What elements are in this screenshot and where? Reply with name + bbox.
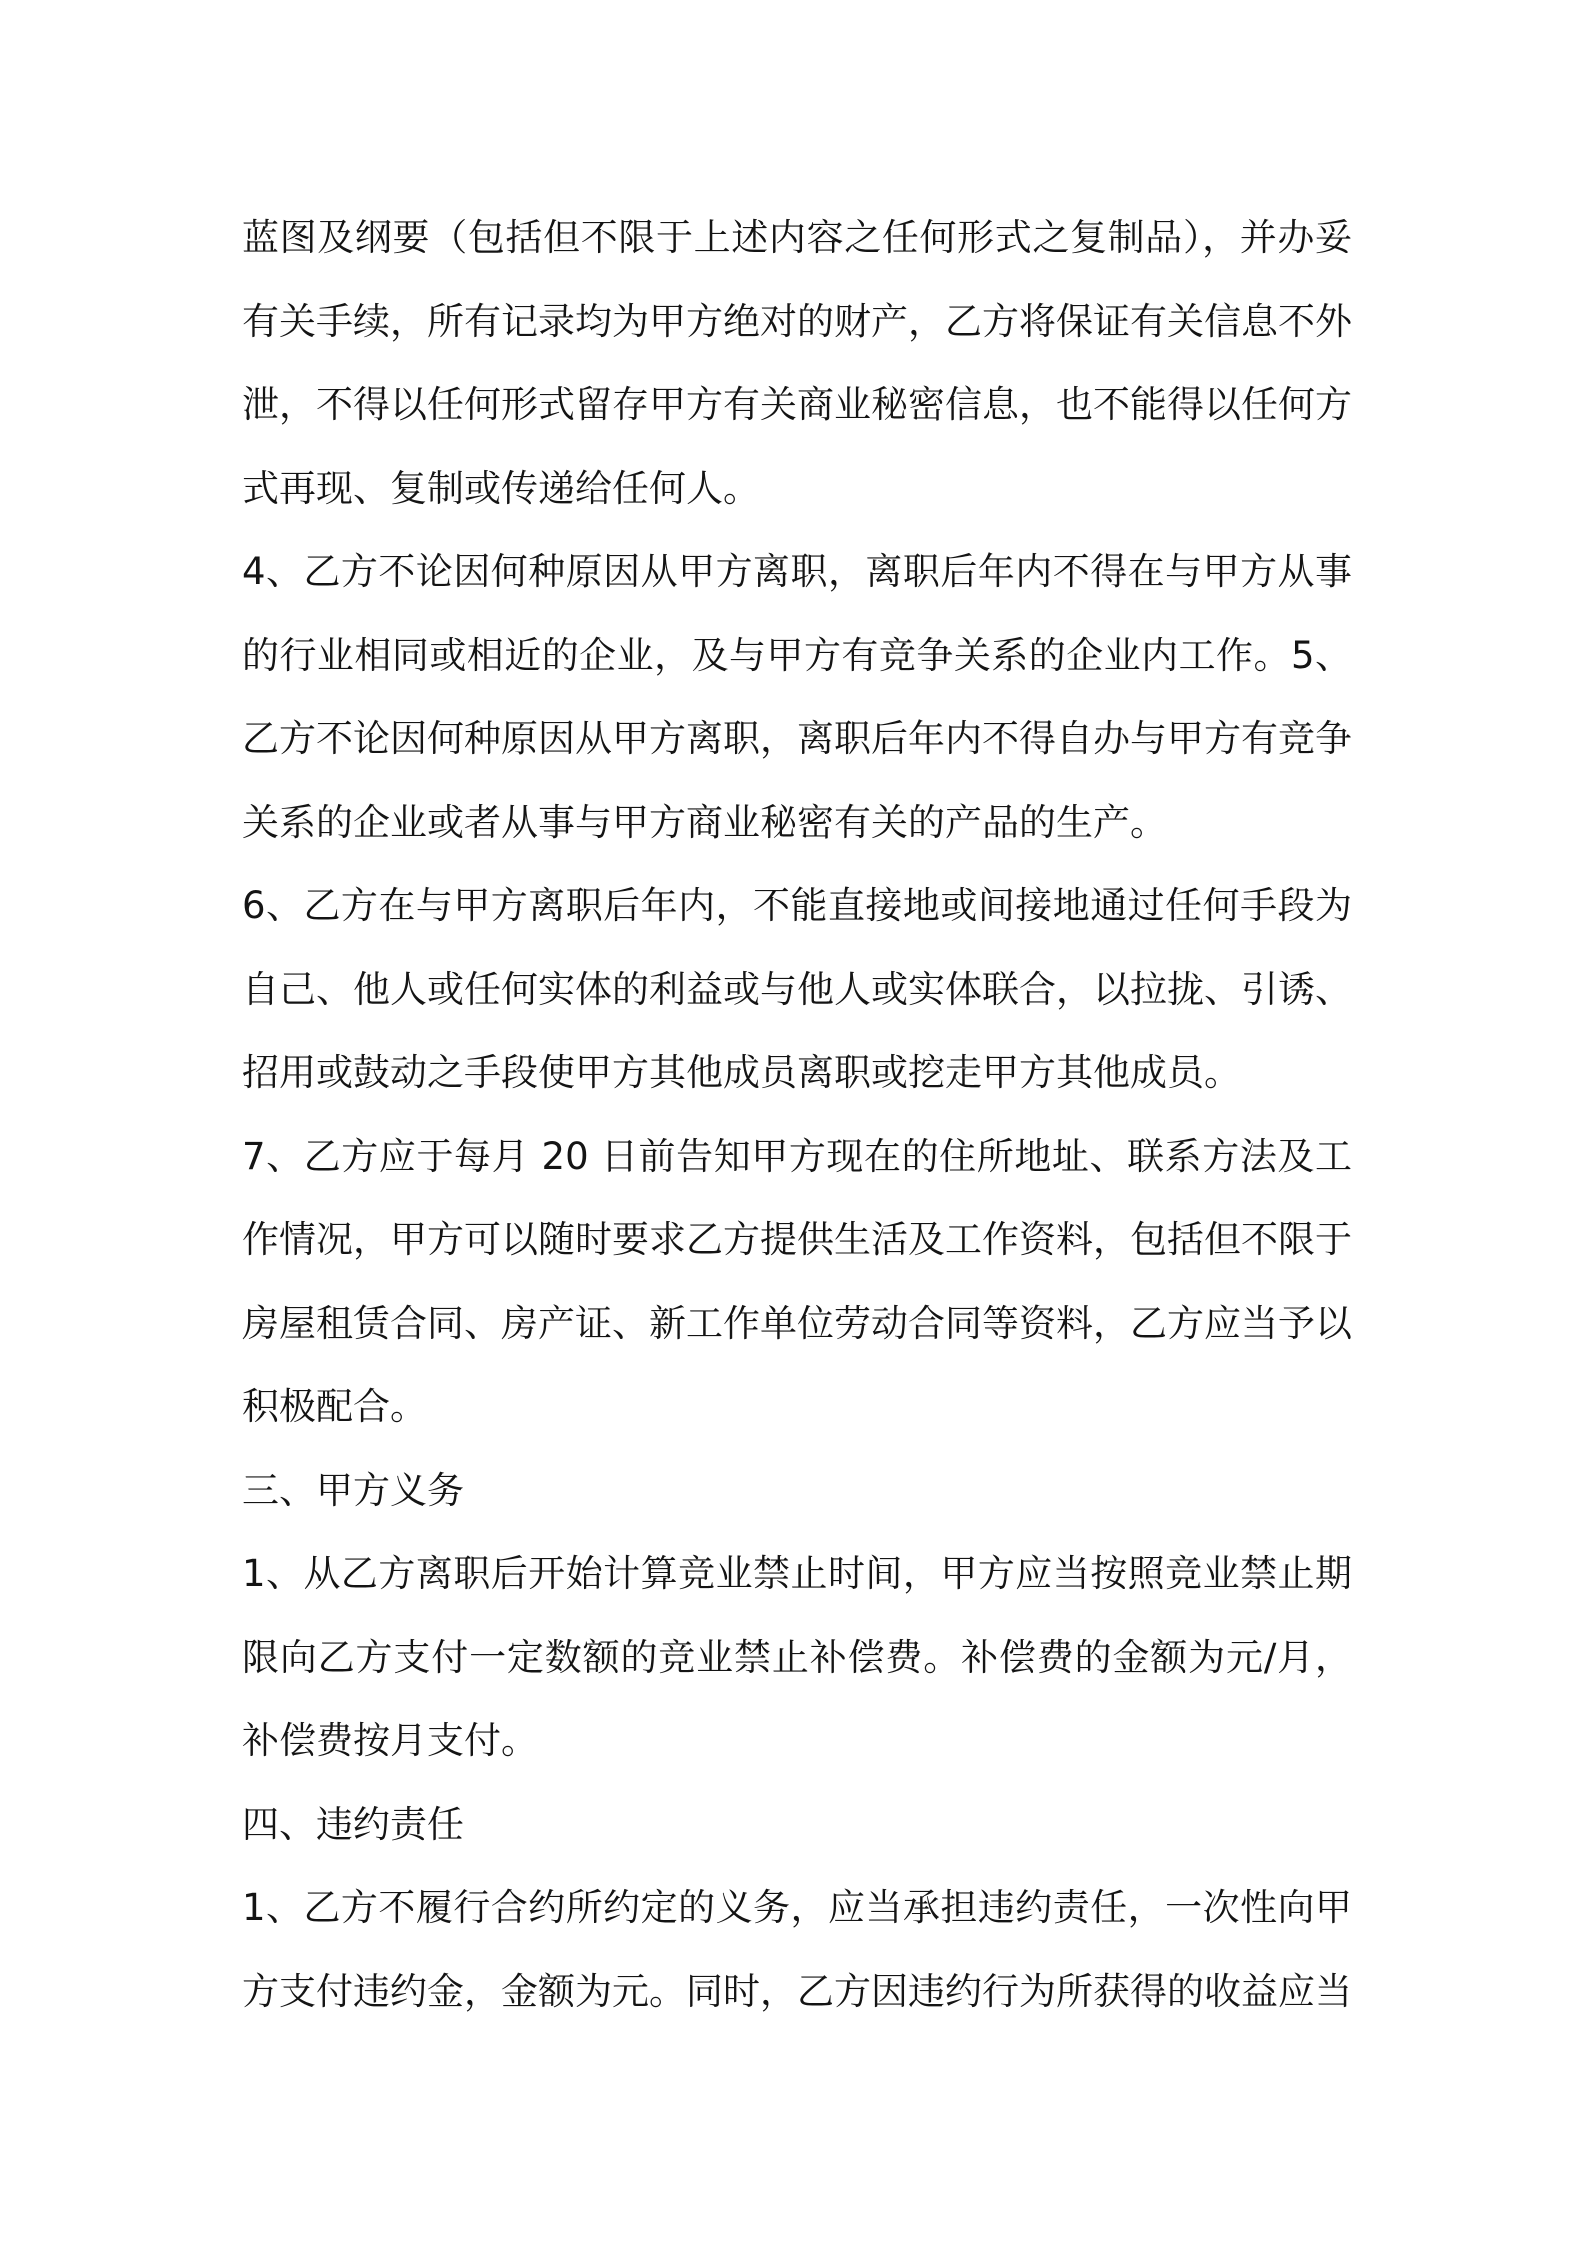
- text-line: 4、乙方不论因何种原因从甲方离职，离职后年内不得在与甲方从事: [242, 550, 1352, 593]
- text-line: 关系的企业或者从事与甲方商业秘密有关的产品的生产。: [242, 800, 1167, 844]
- text-line: 1、乙方不履行合约所约定的义务，应当承担违约责任，一次性向甲: [242, 1886, 1352, 1929]
- text-line: 蓝图及纲要（包括但不限于上述内容之任何形式之复制品），并办妥: [242, 216, 1352, 259]
- text-line: 自己、他人或任何实体的利益或与他人或实体联合，以拉拢、引诱、: [242, 967, 1352, 1011]
- text-line: 作情况，甲方可以随时要求乙方提供生活及工作资料，包括但不限于: [242, 1218, 1352, 1261]
- text-line: 乙方不论因何种原因从甲方离职，离职后年内不得自办与甲方有竞争: [242, 717, 1352, 760]
- text-line: 有关手续，所有记录均为甲方绝对的财产，乙方将保证有关信息不外: [242, 299, 1352, 343]
- text-line: 积极配合。: [242, 1385, 427, 1428]
- text-line: 6、乙方在与甲方离职后年内，不能直接地或间接地通过任何手段为: [242, 884, 1352, 927]
- text-line: 泄，不得以任何形式留存甲方有关商业秘密信息，也不能得以任何方: [242, 383, 1352, 426]
- text-line: 7、乙方应于每月 20 日前告知甲方现在的住所地址、联系方法及工: [242, 1134, 1352, 1178]
- text-line: 的行业相同或相近的企业，及与甲方有竞争关系的企业内工作。5、: [242, 633, 1352, 677]
- text-line: 式再现、复制或传递给任何人。: [242, 466, 760, 510]
- section-heading: 三、甲方义务: [242, 1468, 464, 1512]
- text-line: 招用或鼓动之手段使甲方其他成员离职或挖走甲方其他成员。: [242, 1051, 1241, 1094]
- text-line: 方支付违约金，金额为元。同时，乙方因违约行为所获得的收益应当: [242, 1969, 1352, 2013]
- text-line: 限向乙方支付一定数额的竞业禁止补偿费。补偿费的金额为元/月，: [242, 1635, 1352, 1679]
- document-body: [242, 196, 1352, 2033]
- section-heading: 四、违约责任: [242, 1802, 464, 1846]
- text-line: 1、从乙方离职后开始计算竞业禁止时间，甲方应当按照竞业禁止期: [242, 1552, 1352, 1595]
- text-line: 房屋租赁合同、房产证、新工作单位劳动合同等资料，乙方应当予以: [242, 1301, 1352, 1345]
- text-line: 补偿费按月支付。: [242, 1719, 538, 1762]
